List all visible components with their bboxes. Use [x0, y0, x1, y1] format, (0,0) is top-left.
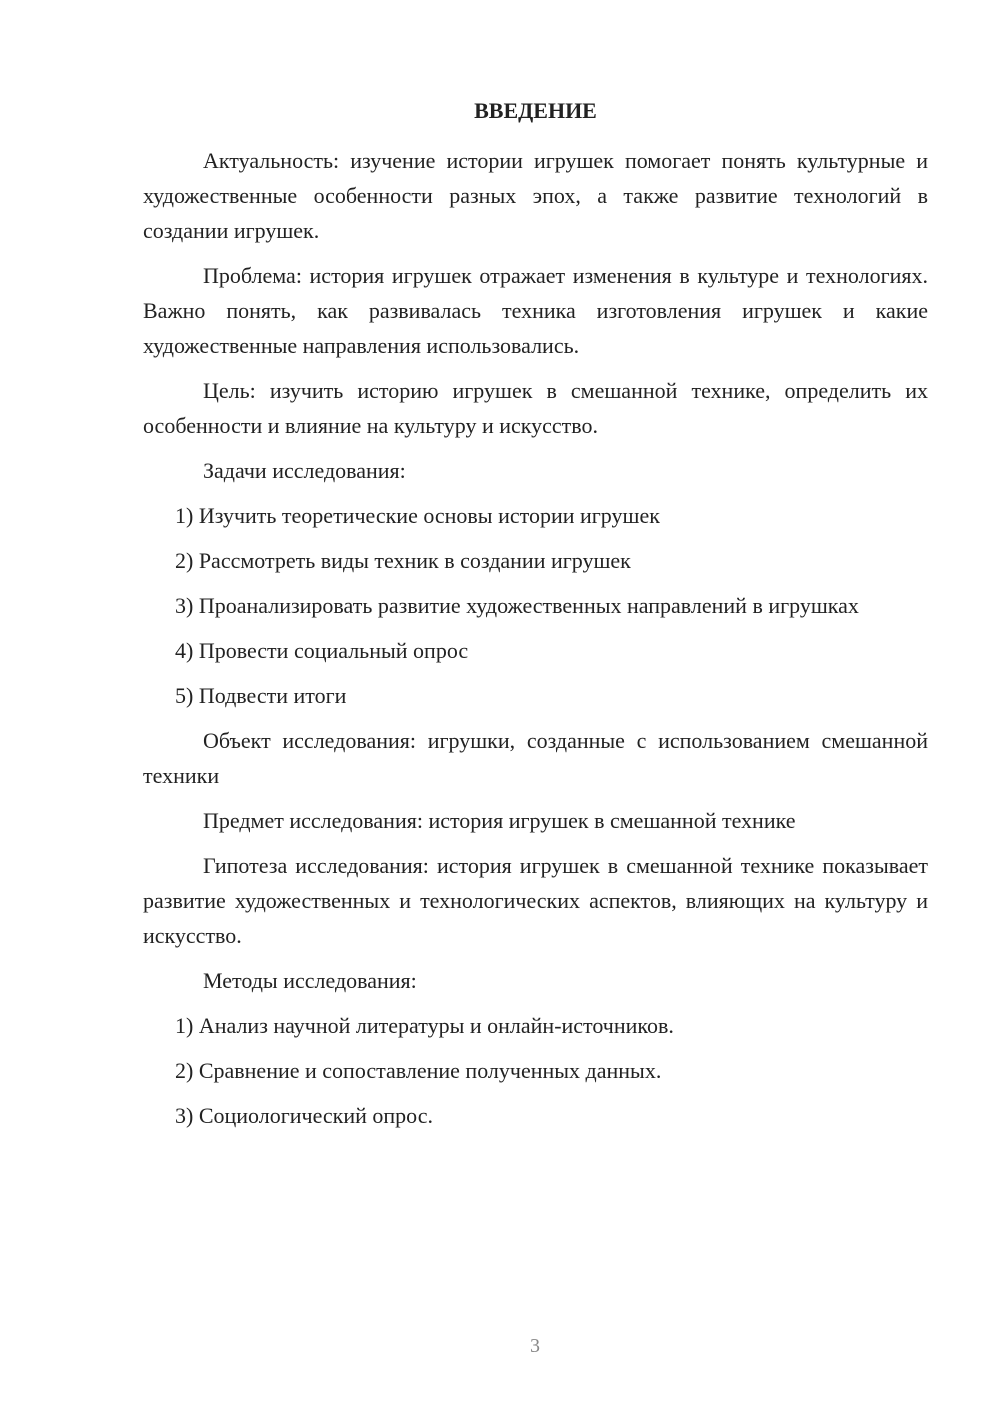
methods-title: Методы исследования: [203, 968, 417, 993]
method-item: 2) Сравнение и сопоставление полученных данных. [175, 1058, 662, 1083]
task-item: 3) Проанализировать развитие художественных направлений в игрушках [175, 593, 859, 618]
task-item: 1) Изучить теоретические основы истории игрушек [175, 503, 660, 528]
tasks-title: Задачи исследования: [203, 458, 406, 483]
problem-paragraph: Проблема: история игрушек отражает изменения в культуре и технологиях. Важно понять, как развивалась техника изготовления игрушек и какие художественные направления использовались. [143, 263, 928, 358]
hypothesis-paragraph: Гипотеза исследования: история игрушек в смешанной технике показывает развитие художественных и технологических аспектов, влияющих на культуру и искусство. [143, 853, 928, 948]
subject-paragraph: Предмет исследования: история игрушек в смешанной технике [203, 808, 796, 833]
document-body [143, 93, 928, 1143]
task-item: 5) Подвести итоги [175, 683, 347, 708]
method-item: 1) Анализ научной литературы и онлайн-источников. [175, 1013, 674, 1038]
section-heading: ВВЕДЕНИЕ [474, 98, 597, 123]
task-item: 2) Рассмотреть виды техник в создании игрушек [175, 548, 631, 573]
page-number: 3 [530, 1335, 540, 1357]
task-item: 4) Провести социальный опрос [175, 638, 469, 663]
goal-paragraph: Цель: изучить историю игрушек в смешанной технике, определить их особенности и влияние на культуру и искусство. [143, 378, 928, 438]
relevance-paragraph: Актуальность: изучение истории игрушек помогает понять культурные и художественные особенности разных эпох, а также развитие технологий в создании игрушек. [143, 148, 928, 243]
method-item: 3) Социологический опрос. [175, 1103, 433, 1128]
object-paragraph: Объект исследования: игрушки, созданные с использованием смешанной техники [143, 728, 928, 788]
